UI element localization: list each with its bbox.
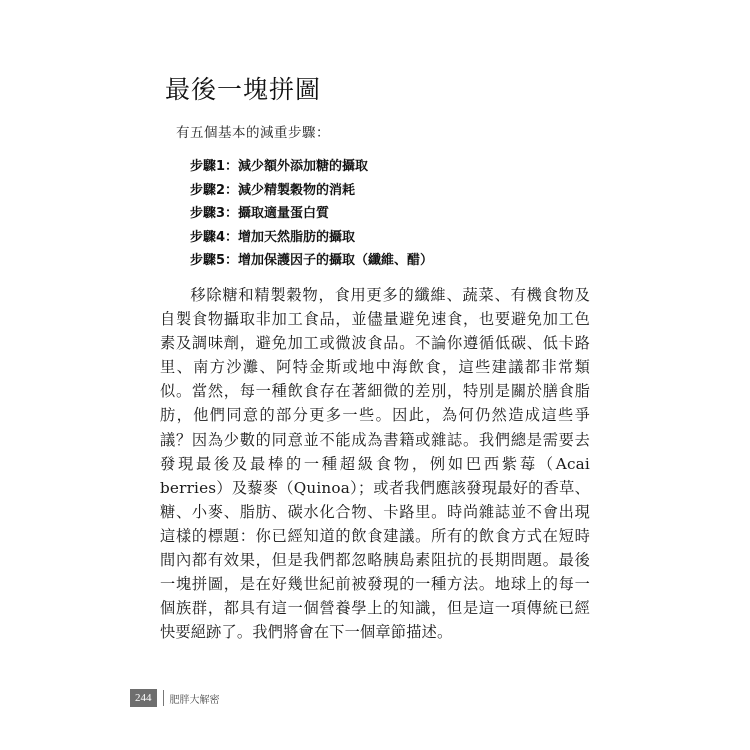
step-item: 步驟4：增加天然脂肪的攝取: [190, 229, 356, 245]
page-footer: [130, 689, 220, 707]
chapter-title: 最後一塊拼圖: [165, 75, 322, 104]
steps-list: [190, 155, 433, 273]
page-number: 244: [130, 689, 157, 707]
running-book-title: 肥胖大解密: [169, 694, 220, 706]
step-item: 步驟3：攝取適量蛋白質: [190, 206, 330, 221]
step-item: 步驟5：增加保護因子的攝取（纖維、醋）: [190, 253, 434, 268]
step-item: 步驟1：減少額外添加糖的攝取: [190, 159, 369, 174]
footer-divider: [163, 690, 164, 706]
step-item: 步驟2：減少精製穀物的消耗: [190, 182, 356, 198]
intro-text: 有五個基本的減重步驟：: [176, 125, 330, 141]
body-paragraph: 移除糖和精製穀物，食用更多的纖維、蔬菜、有機食物及自製食物攝取非加工食品，並儘量避免速食，也要避免加工色素及調味劑，避免加工或微波食品。不論你遵循低碳、低卡路里、南方沙灘、阿特金斯或地中海飲食，這些建議都非常類似。當然，每一種飲食存在著細微的差別，特別是關於膳食脂肪，他們同意的部分更多一些。因此，為何仍然造成這些爭議？因為少數的同意並不能成為書籍或雜誌。我們總是需要去發現最後及最棒的一種超級食物，例如巴西紫莓（Acai berries）及藜麥（Quinoa）；或者我們應該發現最好的香草、糖、小麥、脂肪、碳水化合物、卡路里。時尚雜誌並不會出現這樣的標題：你已經知道的飲食建議。所有的飲食方式在短時間內都有效果，但是我們都忽略胰島素阻抗的長期問題。最後一塊拼圖，是在好幾世紀前被發現的一種方法。地球上的每一個族群，都具有這一個營養學上的知識，但是這一項傳統已經快要絕跡了。我們將會在下一個章節描述。: [160, 286, 590, 642]
